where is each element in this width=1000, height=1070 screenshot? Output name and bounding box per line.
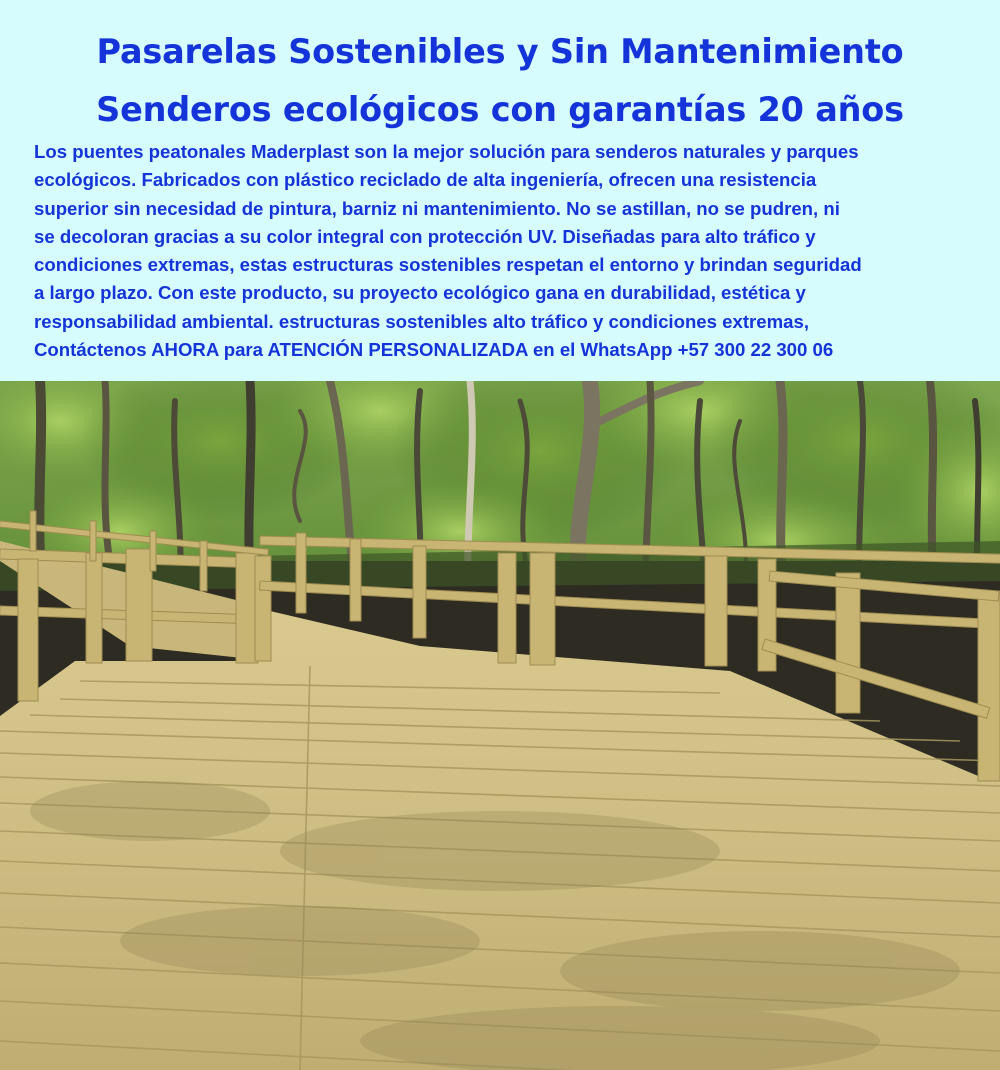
description-line: ecológicos. Fabricados con plástico reciclado de alta ingeniería, ofrecen una resistencia bbox=[34, 169, 817, 191]
headline-line-1: Pasarelas Sostenibles y Sin Mantenimiento bbox=[96, 32, 904, 71]
description-line: Los puentes peatonales Maderplast son la mejor solución para senderos naturales y parques bbox=[34, 141, 859, 162]
boardwalk-photo bbox=[0, 381, 1000, 1070]
boardwalk-illustration bbox=[0, 381, 1000, 1070]
description-line: condiciones extremas, estas estructuras sostenibles respetan el entorno y brindan seguridad bbox=[34, 254, 862, 276]
whatsapp-contact-line: Contáctenos AHORA para ATENCIÓN PERSONALIZADA en el WhatsApp +57 300 22 300 06 bbox=[34, 339, 834, 361]
description-line: a largo plazo. Con este producto, su proyecto ecológico gana en durabilidad, estética y bbox=[34, 282, 806, 304]
description-paragraph bbox=[34, 138, 974, 364]
banner-header bbox=[0, 0, 1000, 381]
description-line: se decoloran gracias a su color integral con protección UV. Diseñadas para alto tráfico y bbox=[34, 225, 816, 247]
description-line: responsabilidad ambiental. estructuras sostenibles alto tráfico y condiciones extremas, bbox=[34, 310, 809, 332]
description-line: superior sin necesidad de pintura, barniz ni mantenimiento. No se astillan, no se pudren, ni bbox=[34, 197, 840, 219]
headline-line-2: Senderos ecológicos con garantías 20 años bbox=[96, 90, 904, 129]
